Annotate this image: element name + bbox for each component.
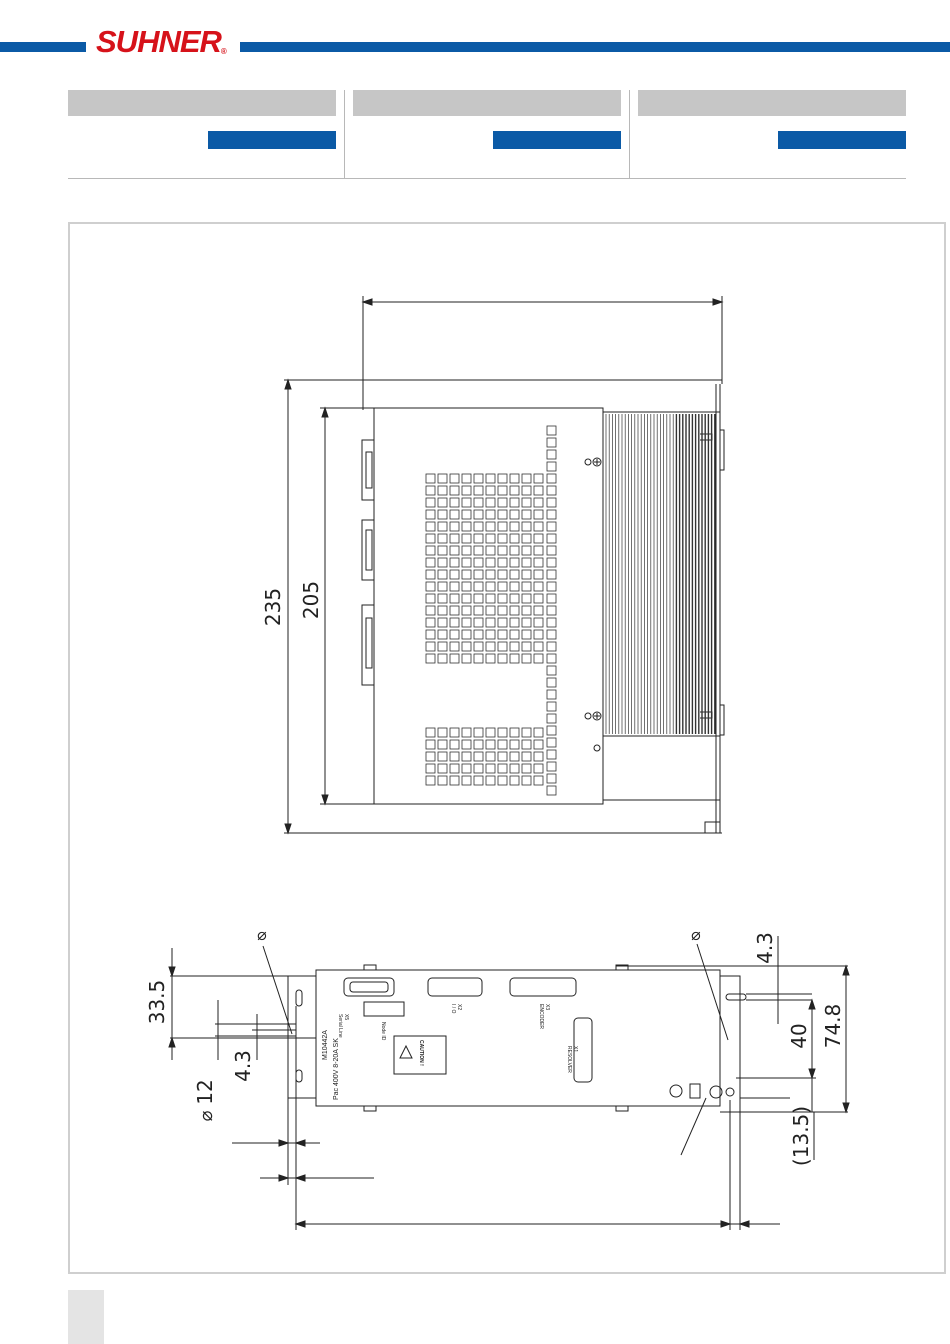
vent-hole <box>426 776 435 785</box>
vent-hole <box>438 618 447 627</box>
vent-hole <box>474 582 483 591</box>
vent-hole <box>474 606 483 615</box>
vent-hole <box>450 510 459 519</box>
vent-hole <box>426 522 435 531</box>
vent-hole <box>474 486 483 495</box>
vent-hole <box>450 630 459 639</box>
vent-hole <box>426 752 435 761</box>
vent-hole <box>522 642 531 651</box>
registered-mark: ® <box>220 47 226 56</box>
vent-hole <box>547 570 556 579</box>
vent-hole <box>510 594 519 603</box>
vent-hole <box>534 776 543 785</box>
vent-hole <box>450 570 459 579</box>
dimension-13-5: (13.5) <box>789 1105 813 1167</box>
vent-hole <box>498 486 507 495</box>
vent-hole <box>547 678 556 687</box>
vent-hole <box>462 630 471 639</box>
vent-hole <box>522 546 531 555</box>
label-x3: X3 <box>544 1004 550 1011</box>
vent-hole <box>498 618 507 627</box>
vent-hole <box>462 764 471 773</box>
vent-hole <box>534 728 543 737</box>
vent-hole <box>486 474 495 483</box>
vent-hole <box>498 728 507 737</box>
vent-hole <box>534 498 543 507</box>
vent-hole <box>474 534 483 543</box>
vent-hole <box>510 522 519 531</box>
vent-hole <box>510 618 519 627</box>
vent-hole <box>438 546 447 555</box>
vent-hole <box>486 594 495 603</box>
vent-hole <box>510 642 519 651</box>
vent-hole <box>462 740 471 749</box>
vent-hole <box>426 570 435 579</box>
vent-hole <box>450 764 459 773</box>
label-x2: X2 <box>456 1004 462 1011</box>
vent-hole <box>438 534 447 543</box>
label-x2-sub: I / O <box>450 1004 456 1014</box>
vent-hole <box>547 618 556 627</box>
vent-hole <box>510 546 519 555</box>
vent-hole <box>547 534 556 543</box>
vent-hole <box>438 728 447 737</box>
vent-hole <box>462 606 471 615</box>
dimension-40: 40 <box>787 1023 811 1049</box>
vent-hole <box>498 546 507 555</box>
vent-hole <box>438 498 447 507</box>
vent-hole <box>462 570 471 579</box>
vent-hole <box>534 642 543 651</box>
vent-hole <box>498 594 507 603</box>
vent-hole <box>522 764 531 773</box>
label-x3-sub: ENCODER <box>538 1004 544 1030</box>
vent-hole <box>474 558 483 567</box>
vent-hole <box>450 728 459 737</box>
vent-hole <box>522 740 531 749</box>
vent-hole <box>547 558 556 567</box>
vent-hole <box>522 570 531 579</box>
vent-hole <box>462 534 471 543</box>
vent-hole <box>462 510 471 519</box>
label-model: M10442A <box>322 1030 329 1060</box>
vent-hole <box>462 522 471 531</box>
label-rating: Pac 400V 8-20A SK <box>333 1038 340 1100</box>
vent-hole <box>426 534 435 543</box>
vent-hole <box>534 740 543 749</box>
vent-hole <box>522 630 531 639</box>
vent-hole <box>510 776 519 785</box>
vent-hole <box>534 582 543 591</box>
vent-hole <box>510 606 519 615</box>
vent-hole <box>426 764 435 773</box>
vent-hole <box>450 582 459 591</box>
label-x5: X5 <box>343 1014 349 1021</box>
vent-hole <box>486 630 495 639</box>
dimension-4-3-right: 4.3 <box>753 932 777 964</box>
vent-hole <box>462 498 471 507</box>
vent-hole <box>474 474 483 483</box>
vent-hole <box>534 474 543 483</box>
vent-hole <box>426 654 435 663</box>
vent-hole <box>547 786 556 795</box>
vent-hole <box>547 426 556 435</box>
vent-hole <box>426 606 435 615</box>
vent-hole <box>498 752 507 761</box>
vent-hole <box>474 594 483 603</box>
vent-hole <box>498 764 507 773</box>
vent-hole <box>498 534 507 543</box>
vent-hole <box>510 534 519 543</box>
vent-hole <box>462 752 471 761</box>
vent-hole <box>486 534 495 543</box>
vent-hole <box>510 764 519 773</box>
vent-hole <box>426 558 435 567</box>
vent-hole <box>462 776 471 785</box>
vent-hole <box>450 534 459 543</box>
vent-hole <box>522 776 531 785</box>
vent-hole <box>474 740 483 749</box>
vent-hole <box>438 522 447 531</box>
vent-hole <box>426 594 435 603</box>
vent-hole <box>450 752 459 761</box>
vent-hole <box>450 776 459 785</box>
label-node-id: Node ID <box>380 1022 386 1041</box>
vent-hole <box>547 462 556 471</box>
vent-hole <box>498 642 507 651</box>
dimension-74-8: 74.8 <box>821 1003 845 1049</box>
vent-hole <box>534 570 543 579</box>
vent-hole <box>450 594 459 603</box>
dimension-205: 205 <box>299 580 323 620</box>
vent-hole <box>547 738 556 747</box>
vent-hole <box>534 764 543 773</box>
vent-hole <box>547 642 556 651</box>
vent-hole <box>438 558 447 567</box>
vent-hole <box>510 558 519 567</box>
vent-hole <box>498 570 507 579</box>
label-x1: X1 <box>572 1046 578 1053</box>
vent-hole <box>547 666 556 675</box>
vent-hole <box>498 522 507 531</box>
vent-hole <box>522 558 531 567</box>
vent-hole <box>450 486 459 495</box>
vent-hole <box>426 582 435 591</box>
vent-hole <box>474 764 483 773</box>
vent-hole <box>534 486 543 495</box>
vent-hole <box>438 642 447 651</box>
vent-hole <box>534 522 543 531</box>
vent-hole <box>462 558 471 567</box>
vent-hole <box>474 752 483 761</box>
vent-hole <box>486 776 495 785</box>
vent-hole <box>547 546 556 555</box>
vent-hole <box>510 498 519 507</box>
vent-hole <box>522 498 531 507</box>
vent-hole <box>547 750 556 759</box>
vent-hole <box>486 582 495 591</box>
vent-hole <box>547 714 556 723</box>
vent-hole <box>486 498 495 507</box>
vent-hole <box>510 728 519 737</box>
vent-hole <box>474 618 483 627</box>
vent-hole <box>426 486 435 495</box>
vent-hole <box>486 606 495 615</box>
vent-hole <box>510 474 519 483</box>
label-x5-sub: Serial Line <box>337 1014 343 1038</box>
vent-hole <box>486 522 495 531</box>
vent-hole <box>498 498 507 507</box>
vent-hole <box>486 558 495 567</box>
vent-hole <box>547 762 556 771</box>
vent-hole <box>486 728 495 737</box>
dimension-33-5: 33.5 <box>145 979 169 1025</box>
vent-hole <box>486 740 495 749</box>
vent-hole <box>450 546 459 555</box>
vent-hole <box>474 776 483 785</box>
brand-text: SUHNER <box>96 24 221 59</box>
vent-hole <box>498 558 507 567</box>
vent-hole <box>534 606 543 615</box>
vent-hole <box>547 486 556 495</box>
label-caution: CAUTION ! <box>418 1040 424 1066</box>
vent-hole <box>498 630 507 639</box>
vent-hole <box>510 752 519 761</box>
dimension-12: 12 <box>193 1079 217 1105</box>
vent-hole <box>534 618 543 627</box>
vent-hole <box>438 510 447 519</box>
vent-hole <box>474 498 483 507</box>
vent-hole <box>438 764 447 773</box>
vent-hole <box>510 582 519 591</box>
vent-hole <box>498 740 507 749</box>
vent-hole <box>474 728 483 737</box>
vent-hole <box>462 642 471 651</box>
vent-hole <box>534 654 543 663</box>
vent-hole <box>426 546 435 555</box>
vent-hole <box>547 630 556 639</box>
label-x1-sub: RESOLVER <box>566 1046 572 1073</box>
vent-hole <box>438 740 447 749</box>
vent-hole <box>438 474 447 483</box>
vent-hole <box>510 510 519 519</box>
vent-hole <box>450 522 459 531</box>
vent-hole <box>438 654 447 663</box>
vent-hole <box>462 582 471 591</box>
vent-hole <box>547 690 556 699</box>
vent-hole <box>498 510 507 519</box>
vent-hole <box>522 594 531 603</box>
vent-hole <box>498 776 507 785</box>
vent-hole <box>450 740 459 749</box>
vent-hole <box>450 558 459 567</box>
vent-hole <box>426 498 435 507</box>
vent-hole <box>426 740 435 749</box>
vent-hole <box>522 474 531 483</box>
vent-hole <box>534 752 543 761</box>
dimension-4-3-left: 4.3 <box>231 1050 255 1082</box>
vent-hole <box>534 558 543 567</box>
vent-hole <box>547 522 556 531</box>
vent-hole <box>438 630 447 639</box>
vent-hole <box>450 498 459 507</box>
vent-hole <box>547 702 556 711</box>
vent-hole <box>450 606 459 615</box>
vent-hole <box>438 606 447 615</box>
vent-hole <box>547 774 556 783</box>
diameter-symbol-left: ⌀ <box>257 925 267 944</box>
vent-hole <box>474 630 483 639</box>
vent-hole <box>426 618 435 627</box>
vent-hole <box>426 474 435 483</box>
vent-hole <box>522 534 531 543</box>
vent-hole <box>486 654 495 663</box>
vent-hole <box>522 582 531 591</box>
vent-hole <box>450 474 459 483</box>
vent-hole <box>547 726 556 735</box>
vent-hole <box>438 752 447 761</box>
vent-hole <box>486 570 495 579</box>
vent-hole <box>474 570 483 579</box>
vent-hole <box>462 618 471 627</box>
vent-hole <box>438 582 447 591</box>
vent-hole <box>474 510 483 519</box>
vent-hole <box>486 642 495 651</box>
vent-hole <box>547 606 556 615</box>
vent-hole <box>510 654 519 663</box>
vent-hole <box>462 546 471 555</box>
vent-hole <box>534 534 543 543</box>
vent-hole <box>547 594 556 603</box>
page-number-box <box>68 1290 104 1344</box>
vent-hole <box>547 474 556 483</box>
vent-hole <box>510 570 519 579</box>
vent-hole <box>438 570 447 579</box>
vent-hole <box>547 498 556 507</box>
vent-hole <box>547 438 556 447</box>
vent-hole <box>486 618 495 627</box>
vent-hole <box>486 752 495 761</box>
vent-hole <box>462 594 471 603</box>
vent-hole <box>450 618 459 627</box>
vent-hole <box>426 642 435 651</box>
vent-hole <box>486 546 495 555</box>
vent-hole <box>522 618 531 627</box>
vent-hole <box>510 740 519 749</box>
vent-hole <box>547 582 556 591</box>
vent-hole <box>522 728 531 737</box>
vent-hole <box>450 654 459 663</box>
vent-hole <box>522 752 531 761</box>
vent-hole <box>522 654 531 663</box>
vent-hole <box>510 486 519 495</box>
vent-hole <box>462 728 471 737</box>
vent-hole <box>547 450 556 459</box>
vent-hole <box>426 630 435 639</box>
vent-hole <box>462 474 471 483</box>
vent-hole <box>474 546 483 555</box>
vent-hole <box>547 654 556 663</box>
diameter-12-symbol: ⌀ <box>196 1110 217 1122</box>
vent-hole <box>510 630 519 639</box>
vent-hole <box>522 510 531 519</box>
vent-hole <box>498 654 507 663</box>
vent-hole <box>498 606 507 615</box>
vent-hole <box>486 510 495 519</box>
vent-hole <box>547 510 556 519</box>
diameter-symbol-right: ⌀ <box>691 925 701 944</box>
vent-hole <box>438 776 447 785</box>
vent-hole <box>486 486 495 495</box>
vent-hole <box>498 582 507 591</box>
vent-hole <box>426 728 435 737</box>
vent-hole <box>486 764 495 773</box>
vent-hole <box>462 486 471 495</box>
vent-hole <box>426 510 435 519</box>
vent-hole <box>534 630 543 639</box>
vent-hole <box>474 642 483 651</box>
vent-hole <box>438 594 447 603</box>
vent-hole <box>522 606 531 615</box>
vent-hole <box>438 486 447 495</box>
vent-hole <box>450 642 459 651</box>
vent-hole <box>522 522 531 531</box>
vent-hole <box>534 594 543 603</box>
vent-hole <box>534 510 543 519</box>
vent-hole <box>474 522 483 531</box>
vent-hole <box>474 654 483 663</box>
vent-hole <box>522 486 531 495</box>
dimension-235: 235 <box>261 587 285 627</box>
vent-hole <box>534 546 543 555</box>
vent-hole <box>498 474 507 483</box>
vent-hole <box>462 654 471 663</box>
